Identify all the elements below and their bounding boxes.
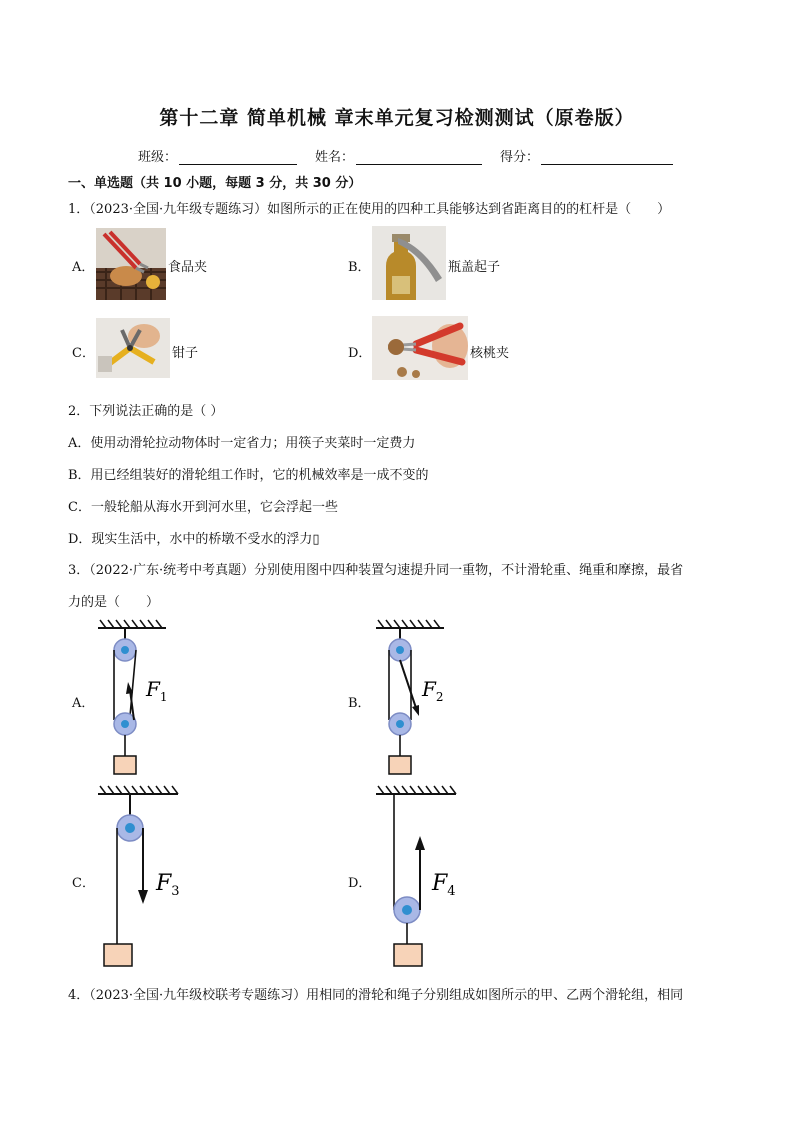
bottle-opener-photo: [372, 226, 446, 300]
question-3-text-line1: 3．（2022·广东·统考中考真题）分别使用图中四种装置匀速提升同一重物，不计滑轮重、绳重和摩擦，最省: [68, 563, 684, 578]
score-label: 得分：: [500, 150, 540, 165]
pulley-diagram-b: [370, 616, 480, 781]
weight-box: [114, 756, 136, 774]
name-label: 姓名：: [315, 150, 355, 165]
q3-option-d-label[interactable]: D．: [348, 876, 372, 891]
q2-option-a[interactable]: A．使用动滑轮拉动物体时一定省力；用筷子夹菜时一定费力: [68, 436, 416, 451]
q3-option-c-label[interactable]: C．: [72, 876, 95, 891]
q1-option-b-caption: 瓶盖起子: [448, 260, 501, 275]
class-blank[interactable]: [179, 150, 297, 165]
q2-option-d[interactable]: D．现实生活中，水中的桥墩不受水的浮力▯: [68, 532, 320, 547]
ceiling-hatch: [98, 786, 178, 794]
ceiling-hatch: [376, 620, 444, 628]
q1-option-d-label[interactable]: D．: [348, 346, 372, 361]
weight-box: [394, 944, 422, 966]
page-title: 第十二章 简单机械 章末单元复习检测测试（原卷版）: [159, 107, 635, 129]
pulley-diagram-c: [92, 782, 222, 972]
ceiling-hatch: [376, 786, 456, 794]
class-label: 班级：: [138, 150, 178, 165]
student-info-row: [138, 146, 691, 165]
force-label-f3: $F_3$: [156, 871, 180, 899]
weight-box: [104, 944, 132, 966]
force-label-f1: $F_1$: [146, 677, 168, 704]
q1-option-a-label[interactable]: A．: [72, 260, 95, 275]
class-field: [138, 146, 297, 165]
ceiling-hatch: [98, 620, 166, 628]
pulley-diagram-d: [370, 782, 500, 972]
q1-option-d-caption: 核桃夹: [470, 346, 510, 361]
weight-box: [389, 756, 411, 774]
question-1-text: 1．（2023·全国·九年级专题练习）如图所示的正在使用的四种工具能够达到省距离目的的杠杆是（ ）: [68, 202, 671, 217]
food-tongs-photo: [96, 228, 166, 300]
force-label-f4: $F_4$: [432, 871, 456, 899]
force-label-f2: $F_2$: [422, 677, 444, 704]
question-3-text-line2: 力的是（ ）: [68, 595, 160, 610]
pulley-diagram-a: [92, 616, 202, 781]
q1-option-b-label[interactable]: B．: [348, 260, 371, 275]
question-2-text: 2．下列说法正确的是（ ）: [68, 404, 224, 419]
q3-option-a-label[interactable]: A．: [72, 696, 95, 711]
q1-option-a-caption: 食品夹: [168, 260, 208, 275]
section-heading: 一、单选题（共 10 小题，每题 3 分，共 30 分）: [68, 176, 362, 191]
score-blank[interactable]: [541, 150, 673, 165]
nutcracker-photo: [372, 316, 468, 380]
q2-option-c[interactable]: C．一般轮船从海水开到河水里，它会浮起一些: [68, 500, 338, 515]
name-blank[interactable]: [356, 150, 482, 165]
q1-option-c-label[interactable]: C．: [72, 346, 95, 361]
question-4-text: 4．（2023·全国·九年级校联考专题练习）用相同的滑轮和绳子分别组成如图所示的甲、乙两个滑轮组，相同: [68, 988, 684, 1003]
q3-option-b-label[interactable]: B．: [348, 696, 371, 711]
name-field: [315, 146, 482, 165]
q1-option-c-caption: 钳子: [172, 346, 199, 361]
q2-option-b[interactable]: B．用已经组装好的滑轮组工作时，它的机械效率是一成不变的: [68, 468, 429, 483]
score-field: [500, 146, 673, 165]
pliers-photo: [96, 318, 170, 378]
